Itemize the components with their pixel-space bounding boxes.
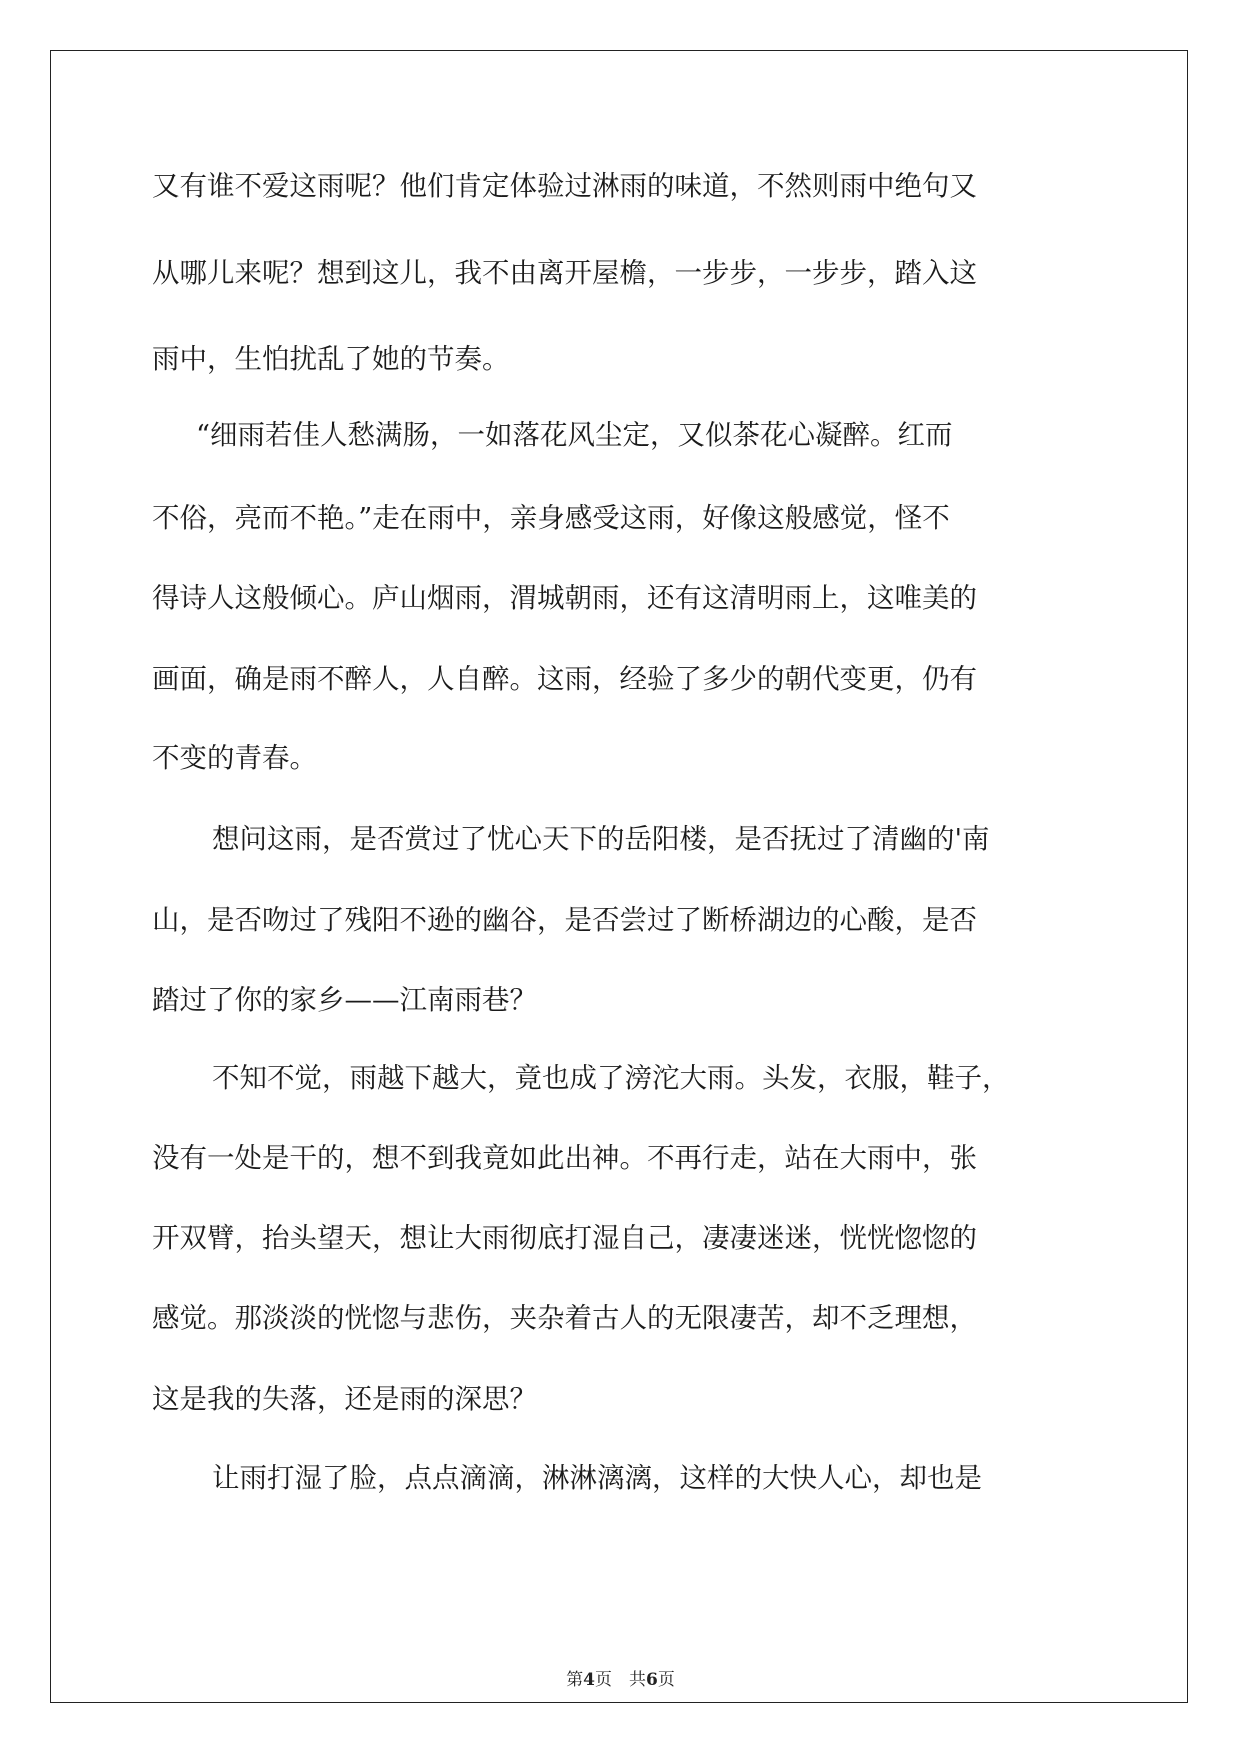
page-footer — [0, 1665, 1241, 1690]
footer-suffix: 页 — [657, 1670, 675, 1690]
text-line: 感觉。那淡淡的恍惚与悲伤，夹杂着古人的无限凄苦，却不乏理想， — [152, 1302, 977, 1334]
text-line: 开双臂，抬头望天，想让大雨彻底打湿自己，凄凄迷迷，恍恍惚惚的 — [152, 1222, 977, 1254]
text-line: 这是我的失落，还是雨的深思？ — [152, 1383, 537, 1415]
text-line: 让雨打湿了脸，点点滴滴，淋淋漓漓，这样的大快人心，却也是 — [212, 1462, 982, 1494]
total-page-count: 6 — [646, 1670, 658, 1690]
text-line: 不俗，亮而不艳。”走在雨中，亲身感受这雨，好像这般感觉，怪不 — [152, 502, 950, 534]
text-line: 又有谁不爱这雨呢？他们肯定体验过淋雨的味道，不然则雨中绝句又 — [152, 170, 977, 202]
text-line: “细雨若佳人愁满肠，一如落花风尘定，又似茶花心凝醉。红而 — [196, 419, 953, 451]
text-line: 踏过了你的家乡——江南雨巷？ — [152, 984, 537, 1016]
footer-prefix: 第 — [566, 1670, 584, 1690]
text-line: 雨中，生怕扰乱了她的节奏。 — [152, 343, 510, 375]
text-line: 画面，确是雨不醉人，人自醉。这雨，经验了多少的朝代变更，仍有 — [152, 663, 977, 695]
text-line: 不变的青春。 — [152, 742, 317, 774]
page-border — [50, 50, 1188, 1703]
text-line: 想问这雨，是否赏过了忧心天下的岳阳楼，是否抚过了清幽的'南 — [212, 823, 990, 855]
footer-middle: 页 共 — [595, 1670, 646, 1690]
text-line: 从哪儿来呢？想到这儿，我不由离开屋檐，一步步，一步步，踏入这 — [152, 257, 977, 289]
text-line: 得诗人这般倾心。庐山烟雨，渭城朝雨，还有这清明雨上，这唯美的 — [152, 582, 977, 614]
text-line: 山，是否吻过了残阳不逊的幽谷，是否尝过了断桥湖边的心酸，是否 — [152, 904, 977, 936]
text-line: 不知不觉，雨越下越大，竟也成了滂沱大雨。头发，衣服，鞋子， — [212, 1062, 1010, 1094]
current-page-number: 4 — [583, 1670, 595, 1690]
text-line: 没有一处是干的，想不到我竟如此出神。不再行走，站在大雨中，张 — [152, 1142, 977, 1174]
